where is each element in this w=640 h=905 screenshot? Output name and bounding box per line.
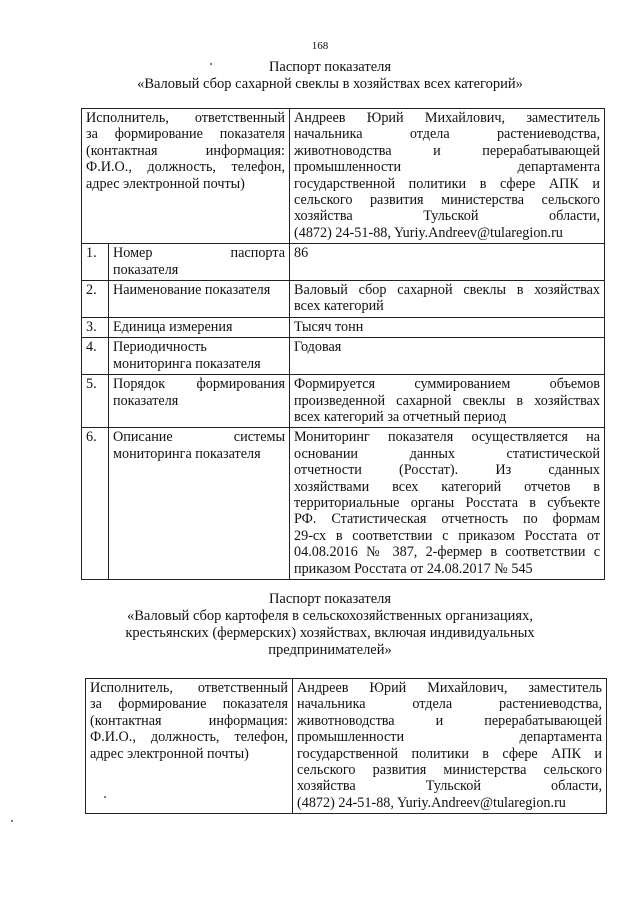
cell-text-line: Андреев Юрий Михайлович, заместитель bbox=[294, 110, 600, 126]
table-row bbox=[82, 281, 605, 318]
cell-text-line: (4872) 24-51-88, Yuriy.Andreev@tularegion.ru bbox=[294, 224, 563, 241]
cell-text-line: государственной политики в сфере АПК и bbox=[294, 175, 600, 192]
passport2-heading-subtitle-line: крестьянских (фермерских) хозяйствах, включая индивидуальных bbox=[125, 625, 535, 641]
cell-text-line: хозяйствами всех категорий отчетов в bbox=[294, 478, 600, 495]
cell-text-line: Наименование показателя bbox=[113, 282, 271, 299]
passport1-table bbox=[81, 108, 605, 580]
passport2-heading-subtitle-line: «Валовый сбор картофеля в сельскохозяйственных организациях, bbox=[127, 608, 533, 624]
cell-text-line: хозяйства Тульской области, bbox=[297, 778, 602, 795]
scan-speck bbox=[210, 63, 212, 65]
cell-text-line: показателя bbox=[113, 261, 179, 278]
cell-text-line: основании данных статистической bbox=[294, 445, 600, 462]
page-number: 168 bbox=[311, 40, 329, 52]
cell-text-line: 04.08.2016 № 387, 2-фермер в соответствии с bbox=[294, 544, 600, 561]
row-label bbox=[109, 338, 290, 375]
cell-text-line: мониторинга показателя bbox=[113, 355, 261, 372]
scan-speck bbox=[104, 796, 106, 798]
passport2-table bbox=[85, 678, 607, 814]
row-label bbox=[109, 375, 290, 428]
row-number: 1. bbox=[82, 244, 109, 281]
passport2-executor-value bbox=[293, 679, 607, 814]
cell-text-line: Валовый сбор сахарной свеклы в хозяйствах bbox=[294, 282, 600, 299]
row-number: 5. bbox=[82, 375, 109, 428]
table-row bbox=[82, 244, 605, 281]
row-value bbox=[290, 428, 605, 580]
cell-text-line: приказом Росстата от 24.08.2017 № 545 bbox=[294, 560, 533, 577]
table-row bbox=[82, 317, 605, 337]
cell-text-line: 29-сх в соответствии с приказом Росстата от bbox=[294, 527, 600, 544]
row-number: 6. bbox=[82, 428, 109, 580]
passport2-heading-title: Паспорт показателя bbox=[268, 591, 392, 607]
cell-text-line: всех категорий bbox=[294, 298, 384, 315]
cell-text-line: сельского развития министерства сельского bbox=[294, 192, 600, 209]
cell-text-line: промышленности департамента bbox=[294, 159, 600, 176]
table-row bbox=[82, 375, 605, 428]
cell-text-line: РФ. Статистическая отчетность по формам bbox=[294, 511, 600, 528]
cell-text-line: отчетности (Росстат). Из сданных bbox=[294, 462, 600, 479]
cell-text-line: начальника отдела растениеводства, bbox=[297, 696, 602, 713]
row-value bbox=[290, 281, 605, 318]
cell-text-line: Ф.И.О., должность, телефон, bbox=[90, 729, 288, 746]
passport1-heading-title: Паспорт показателя bbox=[268, 59, 392, 75]
cell-text-line: территориальные органы Росстата в субъекте bbox=[294, 494, 600, 511]
row-value bbox=[290, 244, 605, 281]
passport1-executor-label bbox=[82, 109, 290, 244]
cell-text-line: Периодичность bbox=[113, 339, 207, 356]
cell-text-line: животноводства и перерабатывающей bbox=[297, 712, 602, 729]
row-value bbox=[290, 317, 605, 337]
row-label bbox=[109, 317, 290, 337]
cell-text-line: Единица измерения bbox=[113, 318, 233, 335]
cell-text-line: адрес электронной почты) bbox=[86, 175, 245, 192]
row-number: 4. bbox=[82, 338, 109, 375]
cell-text-line: государственной политики в сфере АПК и bbox=[297, 745, 602, 762]
row-value bbox=[290, 375, 605, 428]
cell-text-line: мониторинга показателя bbox=[113, 445, 261, 462]
cell-text-line: Андреев Юрий Михайлович, заместитель bbox=[297, 680, 602, 696]
passport2-executor-row bbox=[86, 679, 607, 814]
cell-text-line: Тысяч тонн bbox=[294, 318, 364, 335]
row-number: 2. bbox=[82, 281, 109, 318]
row-label bbox=[109, 244, 290, 281]
cell-text-line: Исполнитель, ответственный bbox=[86, 110, 285, 126]
passport2-heading bbox=[60, 591, 600, 659]
cell-text-line: Исполнитель, ответственный bbox=[90, 680, 288, 696]
cell-text-line: за формирование показателя bbox=[90, 696, 288, 713]
passport1-executor-value bbox=[290, 109, 605, 244]
cell-text-line: Ф.И.О., должность, телефон, bbox=[86, 159, 285, 176]
cell-text-line: хозяйства Тульской области, bbox=[294, 208, 600, 225]
cell-text-line: за формирование показателя bbox=[86, 126, 285, 143]
cell-text-line: промышленности департамента bbox=[297, 729, 602, 746]
row-label bbox=[109, 428, 290, 580]
passport2-heading-subtitle-line: предпринимателей» bbox=[268, 642, 392, 658]
cell-text-line: 86 bbox=[294, 245, 309, 262]
table-row bbox=[82, 428, 605, 580]
cell-text-line: Порядок формирования bbox=[113, 376, 285, 393]
cell-text-line: животноводства и перерабатывающей bbox=[294, 142, 600, 159]
cell-text-line: (4872) 24-51-88, Yuriy.Andreev@tularegion.ru bbox=[297, 794, 566, 811]
row-number: 3. bbox=[82, 317, 109, 337]
cell-text-line: Годовая bbox=[294, 339, 342, 356]
cell-text-line: Описание системы bbox=[113, 429, 285, 446]
passport1-executor-row bbox=[82, 109, 605, 244]
cell-text-line: (контактная информация: bbox=[90, 712, 288, 729]
table-row bbox=[82, 338, 605, 375]
cell-text-line: произведенной сахарной свеклы в хозяйствах bbox=[294, 392, 600, 409]
cell-text-line: Номер паспорта bbox=[113, 245, 285, 262]
cell-text-line: показателя bbox=[113, 392, 179, 409]
cell-text-line: всех категорий за отчетный период bbox=[294, 408, 507, 425]
cell-text-line: Формируется суммированием объемов bbox=[294, 376, 600, 393]
cell-text-line: начальника отдела растениеводства, bbox=[294, 126, 600, 143]
cell-text-line: сельского развития министерства сельского bbox=[297, 762, 602, 779]
row-value bbox=[290, 338, 605, 375]
cell-text-line: (контактная информация: bbox=[86, 142, 285, 159]
scan-speck bbox=[11, 820, 13, 822]
passport1-heading-subtitle: «Валовый сбор сахарной свеклы в хозяйствах всех категорий» bbox=[137, 76, 523, 92]
cell-text-line: адрес электронной почты) bbox=[90, 745, 249, 762]
passport2-executor-label bbox=[86, 679, 293, 814]
row-label bbox=[109, 281, 290, 318]
cell-text-line: Мониторинг показателя осуществляется на bbox=[294, 429, 600, 446]
passport1-heading bbox=[60, 59, 600, 93]
